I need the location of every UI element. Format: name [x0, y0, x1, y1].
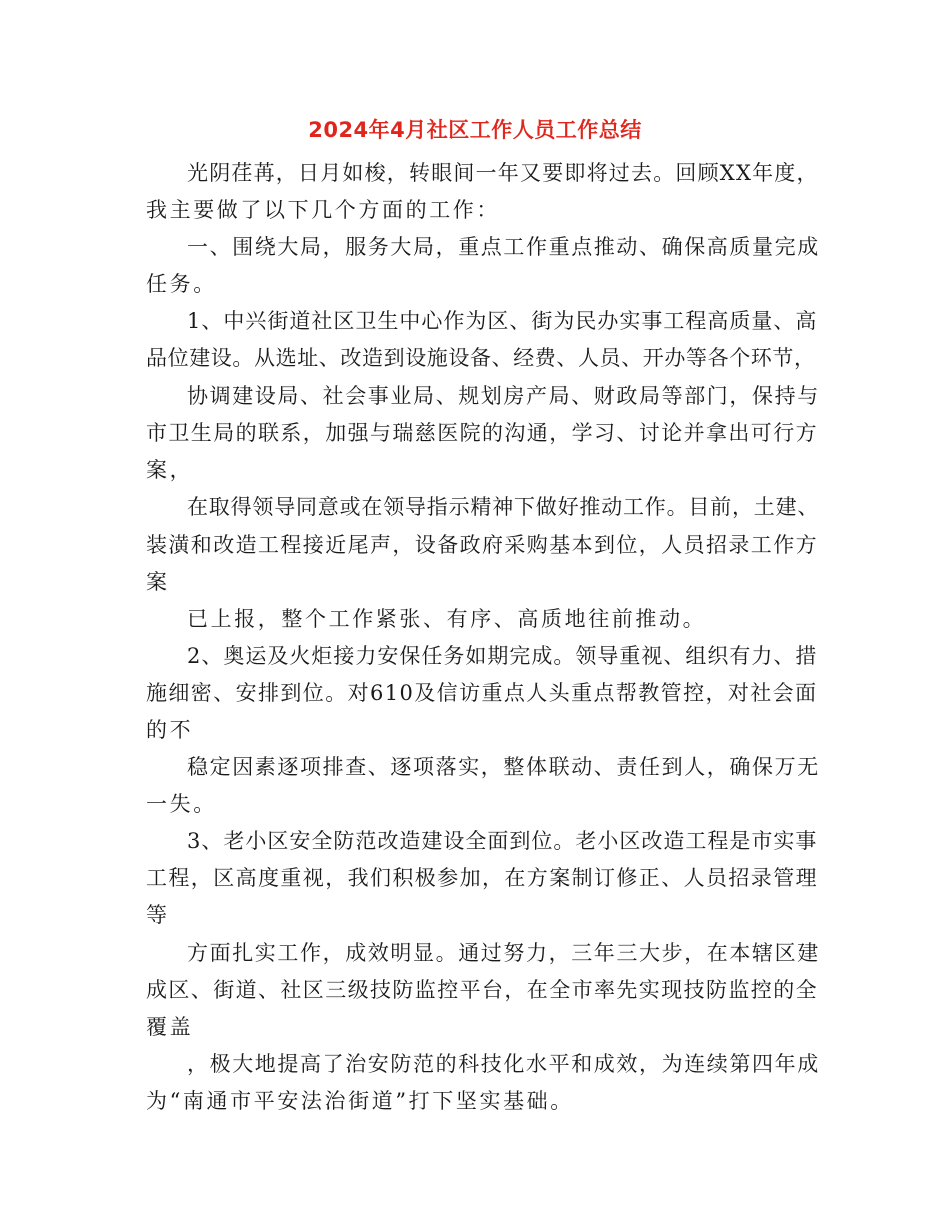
text-line: 光阴荏苒，日月如梭，转眼间一年又要即将过去。回顾XX年度， — [187, 161, 819, 185]
text-line: 案， — [146, 458, 194, 482]
text-line: 我主要做了以下几个方面的工作： — [146, 198, 500, 222]
text-line: 稳定因素逐项排查、逐项落实，整体联动、责任到人，确保万无 — [187, 755, 820, 779]
text-line: 3、老小区安全防范改造建设全面到位。老小区改造工程是市实事 — [187, 829, 818, 853]
text-line: 已上报，整个工作紧张、有序、高质地往前推动。 — [187, 607, 707, 631]
text-line: 任务。 — [146, 272, 217, 296]
text-line: 1、中兴街道社区卫生中心作为区、街为民办实事工程高质量、高 — [187, 309, 818, 333]
text-line: 成区、街道、社区三级技防监控平台，在全市率先实现技防监控的全 — [146, 978, 818, 1002]
text-line: 为“南通市平安法治街道”打下坚实基础。 — [146, 1089, 574, 1113]
text-line: 协调建设局、社会事业局、规划房产局、财政局等部门，保持与 — [187, 384, 820, 408]
text-line: 方面扎实工作，成效明显。通过努力，三年三大步，在本辖区建 — [187, 941, 820, 965]
text-line: ，极大地提高了治安防范的科技化水平和成效，为连续第四年成 — [187, 1052, 820, 1076]
text-line: 一、围绕大局，服务大局，重点工作重点推动、确保高质量完成 — [187, 235, 820, 259]
text-line: 工程，区高度重视，我们积极参加，在方案制订修正、人员招录管理 — [146, 866, 818, 890]
text-line: 在取得领导同意或在领导指示精神下做好推动工作。目前，土建、 — [187, 495, 820, 519]
document-title: 2024年4月社区工作人员工作总结 — [308, 118, 642, 142]
text-line: 品位建设。从选址、改造到设施设备、经费、人员、开办等各个环节， — [146, 346, 816, 370]
text-line: 的不 — [146, 718, 194, 742]
text-line: 一失。 — [146, 792, 217, 816]
text-line: 覆盖 — [146, 1015, 194, 1039]
text-line: 等 — [146, 903, 170, 927]
text-line: 2、奥运及火炬接力安保任务如期完成。领导重视、组织有力、措 — [187, 644, 818, 668]
text-line: 施细密、安排到位。对610及信访重点人头重点帮教管控，对社会面 — [146, 681, 818, 705]
text-line: 市卫生局的联系，加强与瑞慈医院的沟通，学习、讨论并拿出可行方 — [146, 421, 818, 445]
text-line: 案 — [146, 570, 170, 594]
text-line: 装潢和改造工程接近尾声，设备政府采购基本到位，人员招录工作方 — [146, 533, 818, 557]
